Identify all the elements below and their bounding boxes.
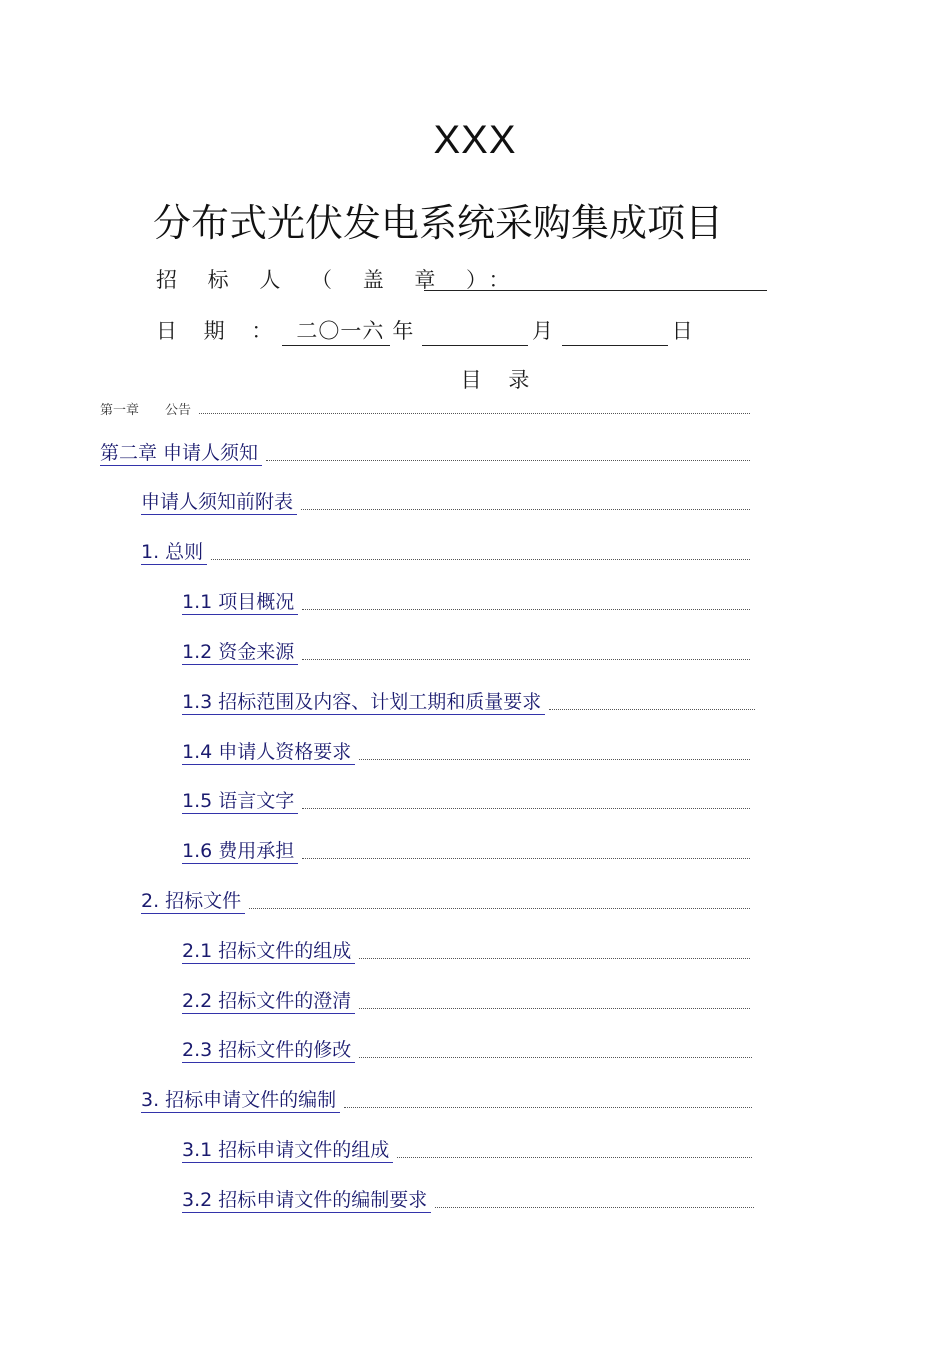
toc-entry[interactable] [182,642,750,665]
month-blank [422,323,528,346]
toc-dot-leader [249,907,750,909]
day-unit: 日 [671,319,693,343]
toc-entry-label: 3.1 招标申请文件的组成 [182,1140,393,1163]
project-title: 分布式光伏发电系统采购集成项目 [153,201,724,245]
toc-entry-label: 2. 招标文件 [141,891,245,914]
toc-entry-label: 1. 总则 [141,542,207,565]
toc-entry-label: 申请人须知前附表 [141,492,297,515]
toc-entry-label: 2.3 招标文件的修改 [182,1040,355,1063]
toc-entry[interactable] [182,592,750,615]
toc-entry[interactable] [182,742,750,765]
toc-dot-leader [302,658,750,660]
toc-entry[interactable] [141,542,750,565]
document-org-title: XXX [433,118,517,162]
toc-dot-leader [302,807,750,809]
toc-entry[interactable] [182,1190,754,1213]
toc-entry[interactable] [182,692,755,715]
toc-dot-leader [266,459,750,461]
toc-entry-label: 1.1 项目概况 [182,592,298,615]
toc-dot-leader [549,708,755,710]
toc-chapter-number: 第一章 [100,403,140,418]
signer-signature-line [424,290,767,291]
toc-entry[interactable] [141,492,750,515]
toc-entry-label: 1.4 申请人资格要求 [182,742,355,765]
toc-entry-label: 3. 招标申请文件的编制 [141,1090,340,1113]
toc-dot-leader [359,1056,752,1058]
toc-dot-leader [302,857,750,859]
toc-entry[interactable] [141,891,750,914]
month-unit: 月 [532,319,554,343]
signer-label: 招 标 人 （ 盖 章 ）： [156,268,522,292]
year-unit: 年 [392,319,414,343]
toc-dot-leader [359,957,750,959]
toc-entry-label: 1.3 招标范围及内容、计划工期和质量要求 [182,692,545,715]
toc-entry-chapter-2[interactable] [100,443,750,466]
day-blank [562,323,668,346]
toc-entry-label: 1.6 费用承担 [182,841,298,864]
toc-entry[interactable] [182,1140,752,1163]
toc-heading: 目 录 [460,368,540,392]
toc-entry-label: 1.2 资金来源 [182,642,298,665]
toc-entry-label: 1.5 语言文字 [182,791,298,814]
toc-entry-label: 3.2 招标申请文件的编制要求 [182,1190,431,1213]
toc-entry[interactable] [182,991,750,1014]
toc-dot-leader [359,1007,750,1009]
toc-dot-leader [199,412,750,414]
toc-dot-leader [302,608,750,610]
toc-entry[interactable] [182,841,750,864]
toc-dot-leader [211,558,750,560]
toc-dot-leader [397,1156,752,1158]
toc-dot-leader [435,1206,754,1208]
toc-entry[interactable] [182,1040,752,1063]
toc-entry[interactable] [182,941,750,964]
toc-dot-leader [301,508,750,510]
toc-entry[interactable] [141,1090,752,1113]
toc-entry-label: 2.1 招标文件的组成 [182,941,355,964]
toc-entry-label: 第二章 申请人须知 [100,443,262,466]
toc-entry-chapter-1[interactable] [100,404,750,419]
toc-dot-leader [344,1106,752,1108]
toc-entry-label: 2.2 招标文件的澄清 [182,991,355,1014]
date-row [156,315,693,346]
date-year: 二〇一六 [282,315,390,346]
toc-entry-label: 公告 [165,403,192,418]
toc-dot-leader [359,758,750,760]
date-label: 日 期 ： [156,319,283,343]
toc-entry[interactable] [182,791,750,814]
